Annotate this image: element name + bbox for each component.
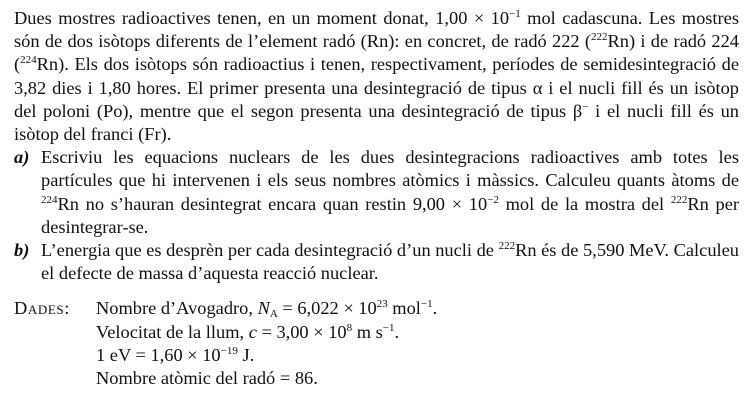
mass-number: 222: [498, 240, 516, 253]
question-b-text-2: Rn és de 5,590 MeV. Calculeu el defecte de massa d’aquesta reacció nuclear.: [41, 240, 739, 284]
question-a: [14, 146, 739, 239]
data-text: Velocitat de la llum,: [96, 321, 249, 342]
exponent: 8: [346, 321, 353, 334]
data-section: [14, 297, 739, 390]
question-b-text-1: L’energia que es desprèn per cada desintegració d’un nucli de: [41, 240, 499, 261]
exponent: −2: [487, 193, 499, 206]
problem-statement: [14, 7, 739, 146]
question-a-text-4: Rn per desintegrar-se.: [41, 193, 739, 237]
exponent: −1: [420, 298, 433, 311]
data-text: .: [432, 298, 438, 319]
question-a-text-1: Escriviu les equacions nuclears de les dues desintegracions radioactives amb totes les partícules que hi intervenen i els seus nombres atòmics i màssics. Calculeu quants àtoms de: [41, 147, 739, 191]
data-avogadro: [96, 297, 437, 320]
data-text: 1 eV = 1,60 × 10: [96, 344, 221, 365]
data-text: J.: [237, 344, 255, 365]
light-speed-symbol: c: [248, 321, 257, 342]
exponent: −19: [220, 344, 238, 357]
mass-number: 224: [20, 54, 37, 67]
avogadro-subscript: A: [269, 308, 278, 321]
mass-number: 222: [591, 31, 608, 44]
data-text: Nombre d’Avogadro,: [96, 298, 258, 319]
data-light-speed: [96, 321, 437, 344]
mass-number: 222: [670, 193, 688, 206]
data-radon-atomic-number: Nombre atòmic del radó = 86.: [96, 368, 318, 389]
data-electronvolt: [96, 344, 437, 367]
exponent: −1: [382, 321, 395, 334]
data-text: = 6,022 × 10: [277, 298, 377, 319]
data-text: = 3,00 × 10: [256, 321, 347, 342]
mass-number: 224: [41, 193, 58, 206]
question-a-label: a): [14, 147, 30, 168]
data-heading: Dades:: [14, 298, 70, 319]
exponent: −1: [509, 8, 521, 20]
question-a-text-2: Rn no s’hauran desintegrat encara quan restin 9,00 × 10: [57, 193, 488, 214]
data-text: mol: [387, 298, 421, 319]
question-b-label: b): [14, 240, 30, 261]
question-b: [14, 239, 739, 285]
question-a-text-3: mol de la mostra del: [498, 193, 671, 214]
data-text: .: [394, 321, 400, 342]
intro-text-3: Rn) i de radó 224 (: [14, 31, 739, 75]
data-list: [96, 297, 437, 390]
intro-text-1: Dues mostres radioactives tenen, en un moment donat, 1,00 × 10: [14, 8, 510, 28]
exponent: 23: [376, 298, 388, 311]
intro-text-2: mol cadascuna. Les mostres són de dos isòtops diferents de l’element radó (Rn): en concret, de radó 222 (: [14, 8, 739, 52]
data-text: m s: [352, 321, 383, 342]
beta-minus-sign: −: [582, 100, 589, 113]
intro-text-4: Rn). Els dos isòtops són radioactius i tenen, respectivament, períodes de semidesintegració de 3,82 dies i 1,80 hores. El primer presenta una desintegració de tipus α i el nucli fill és un isòtop del poloni (Po), mentre que el segon presenta una desintegració de tipus β: [14, 54, 739, 121]
avogadro-symbol: N: [257, 298, 270, 319]
intro-text-5: i el nucli fill és un isòtop del franci (Fr).: [14, 100, 739, 145]
